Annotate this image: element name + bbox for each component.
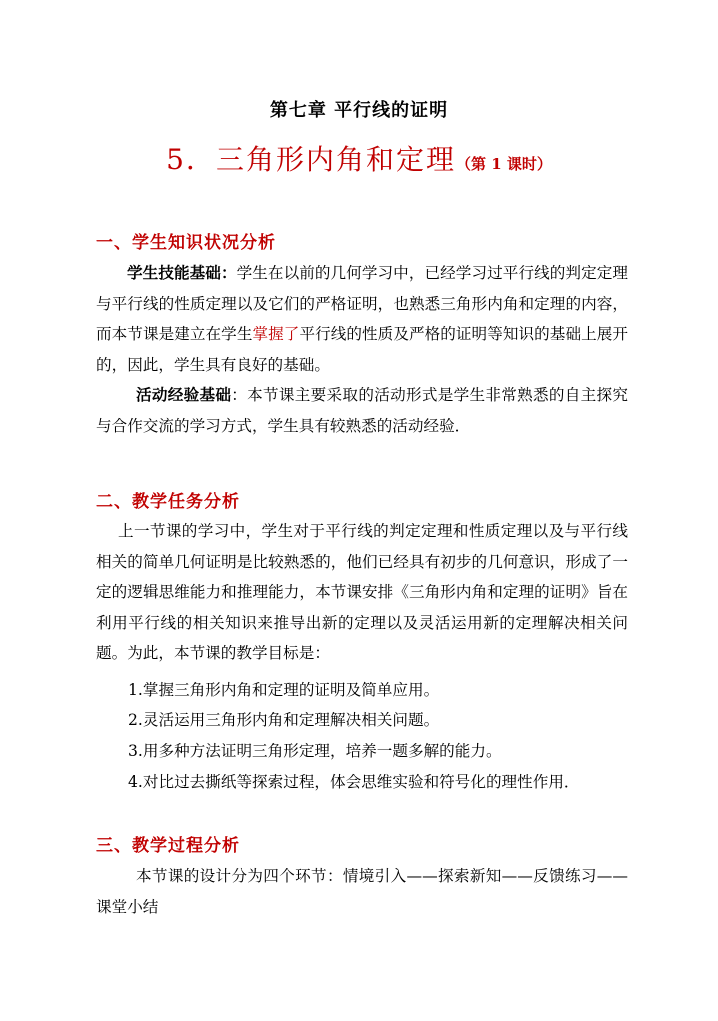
paragraph-process-analysis: 本节课的设计分为四个环节：情境引入——探索新知——反馈练习——课堂小结 — [96, 867, 628, 916]
skill-basis-highlight: 掌握了 — [252, 325, 300, 343]
section-heading-2: 二、教学任务分析 — [96, 492, 240, 512]
chapter-title: 第七章 平行线的证明 — [269, 100, 449, 121]
paragraph-skill-basis — [96, 258, 628, 380]
goal-item: 1.掌握三角形内角和定理的证明及简单应用。 — [128, 681, 440, 699]
activity-basis-text: ：本节课主要采取的活动形式是学生非常熟悉的自主探究与合作交流的学习方式，学生具有较熟悉的活动经验． — [96, 386, 628, 435]
skill-basis-text-b: 平行线的性质及严格的证明等知识的基础上展开的，因此，学生具有良好的基础。 — [96, 325, 628, 374]
skill-basis-label: 学生技能基础： — [127, 263, 237, 282]
section-heading-3: 三、教学过程分析 — [96, 836, 240, 856]
paragraph-task-analysis: 上一节课的学习中，学生对于平行线的判定定理和性质定理以及与平行线相关的简单几何证明是比较熟悉的，他们已经具有初步的几何意识，形成了一定的逻辑思维能力和推理能力，本节课安排《三角形内角和定理的证明》旨在利用平行线的相关知识来推导出新的定理以及灵活运用新的定理解决相关问题。为此，本节课的教学目标是： — [96, 522, 628, 662]
goal-item: 3.用多种方法证明三角形定理，培养一题多解的能力。 — [128, 742, 502, 760]
paragraph-activity-basis — [96, 380, 628, 441]
goal-item: 2.灵活运用三角形内角和定理解决相关问题。 — [128, 711, 440, 729]
lesson-title-period: （第 1 课时） — [455, 155, 552, 173]
lesson-title-main: 5．三角形内角和定理 — [166, 143, 456, 176]
skill-basis-text-a: 学生在以前的几何学习中，已经学习过平行线的判定定理与平行线的性质定理以及它们的严格证明，也熟悉三角形内角和定理的内容，而本节课是建立在学生 — [96, 264, 628, 343]
lesson-title — [0, 138, 718, 178]
goal-item: 4.对比过去撕纸等探索过程，体会思维实验和符号化的理性作用． — [128, 773, 580, 791]
section-heading-1: 一、学生知识状况分析 — [96, 233, 276, 253]
activity-basis-label: 活动经验基础 — [136, 385, 232, 404]
